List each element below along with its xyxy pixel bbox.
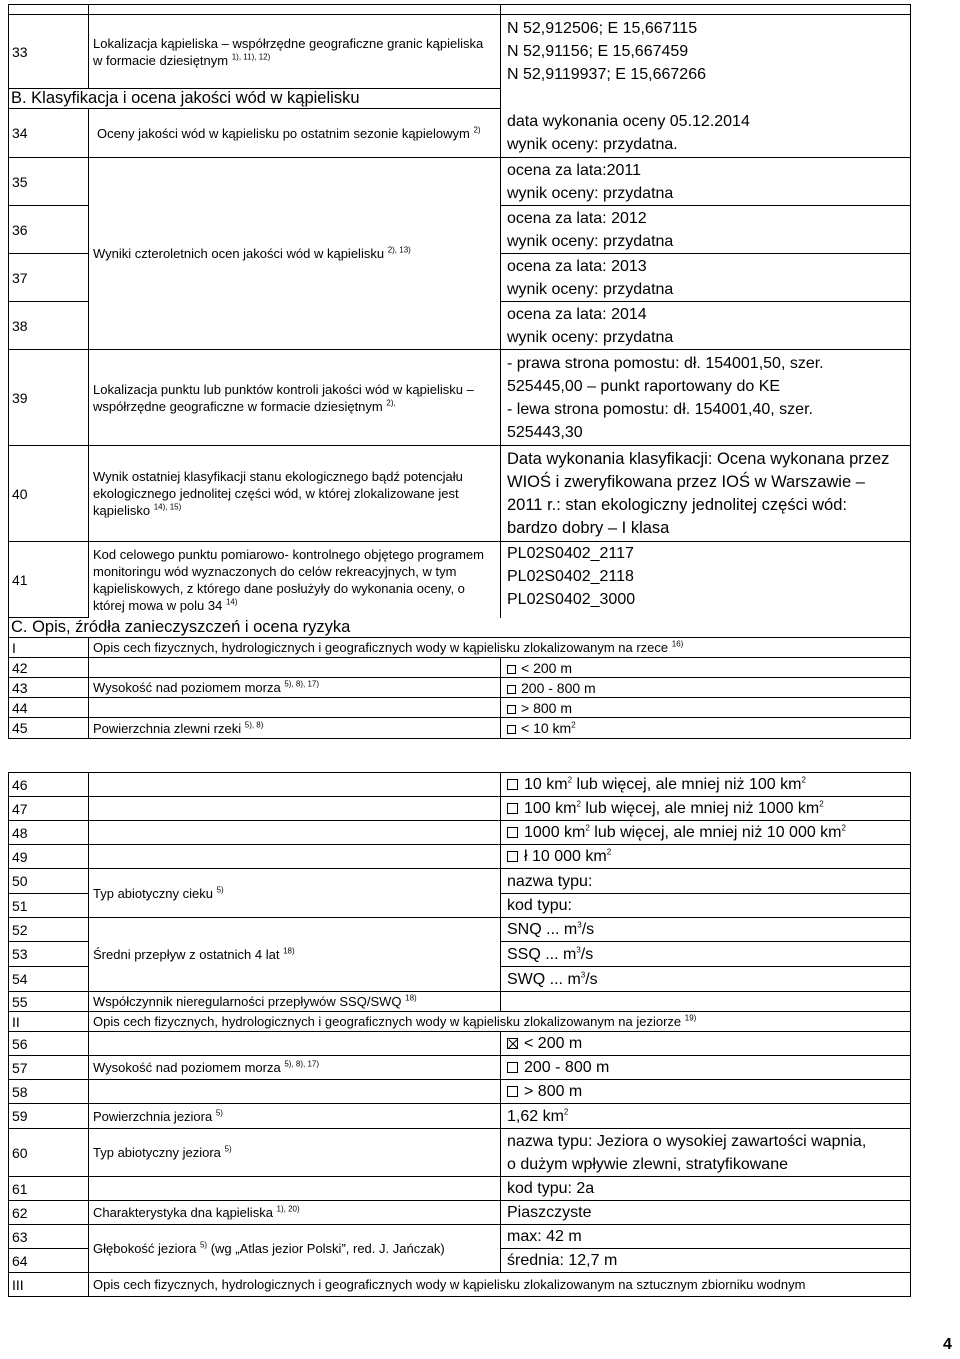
row-number: 36 <box>9 206 89 254</box>
table-row <box>9 773 911 797</box>
table-row <box>9 698 911 718</box>
assessment-value: ocena za lata: 2013 wynik oceny: przydatna <box>501 254 911 302</box>
row-number: 35 <box>9 158 89 206</box>
checkbox-icon[interactable] <box>507 779 518 790</box>
checkbox-icon[interactable] <box>507 1086 518 1097</box>
checkbox-icon[interactable] <box>507 851 518 862</box>
page-number: 4 <box>943 1336 952 1353</box>
table-row <box>9 1104 911 1129</box>
table-row <box>9 1273 911 1297</box>
assessment-value: ocena za lata: 2012 wynik oceny: przydatna <box>501 206 911 254</box>
table-row <box>9 1056 911 1080</box>
row-number: 63 <box>9 1225 89 1249</box>
table-row <box>9 658 911 678</box>
table-row <box>9 1032 911 1056</box>
row-label: Typ abiotyczny jeziora $^{5)}$ <box>89 1129 501 1177</box>
lake-area-value: 1,62 $km^2$ <box>501 1104 911 1129</box>
option-value: 200 - 800 m <box>501 1056 911 1080</box>
table-row <box>9 15 911 89</box>
option-value: 200 - 800 m <box>501 678 911 698</box>
table-row <box>9 1129 911 1177</box>
row-label: Powierzchnia zlewni rzeki $^{5), 8)}$ <box>89 718 501 739</box>
table-row <box>9 821 911 845</box>
row-number: 64 <box>9 1249 89 1273</box>
row-number: 55 <box>9 992 89 1012</box>
table-row <box>9 718 911 739</box>
row-number: 49 <box>9 845 89 869</box>
table-row <box>9 992 911 1012</box>
row-label: Lokalizacja punktu lub punktów kontroli jakości wód w kąpielisku – współrzędne geograficzne w formacie dziesiętnym $^{2),}$ <box>89 350 501 446</box>
row-label: Lokalizacja kąpieliska – współrzędne geograficzne granic kąpieliska w formacie dziesiętnym $^{1), 11), 12)}$ <box>89 15 501 89</box>
row-label: Opis cech fizycznych, hydrologicznych i geograficznych wody w kąpielisku zlokalizowanym na jeziorze $^{19)}$ <box>89 1012 911 1032</box>
flow-value[interactable]: SWQ ... $m^3/s$ <box>501 967 911 992</box>
monitoring-codes-value: PL02S0402_2117 PL02S0402_2118 PL02S0402_3000 <box>501 542 911 618</box>
row-label: Współczynnik nieregularności przepływów SSQ/SWQ $^{18)}$ <box>89 992 501 1012</box>
option-value: < 10 $km^2$ <box>501 718 911 739</box>
row-number: 48 <box>9 821 89 845</box>
option-value: 1000 $km^2$ lub więcej, ale mniej niż 10 000 $km^2$ <box>501 821 911 845</box>
row-number: 52 <box>9 918 89 942</box>
mean-depth-value: średnia: 12,7 m <box>501 1249 911 1273</box>
table-row <box>9 638 911 658</box>
table-section-c-continued <box>8 772 911 1297</box>
row-number: 45 <box>9 718 89 739</box>
row-number: 54 <box>9 967 89 992</box>
option-value: 10 $km^2$ lub więcej, ale mniej niż 100 $km^2$ <box>501 773 911 797</box>
checked-checkbox-icon[interactable] <box>507 1038 518 1049</box>
row-number: 42 <box>9 658 89 678</box>
row-number: 33 <box>9 15 89 89</box>
row-label: Opis cech fizycznych, hydrologicznych i geograficznych wody w kąpielisku zlokalizowanym na rzece $^{16)}$ <box>89 638 911 658</box>
row-label-multi: Głębokość jeziora $^{5)}$ (wg „Atlas jezior Polski”, red. J. Jańczak) <box>89 1225 501 1273</box>
type-code-field[interactable]: kod typu: <box>501 894 911 918</box>
table-row <box>9 918 911 942</box>
lake-type-code: kod typu: 2a <box>501 1177 911 1201</box>
row-label-multi: Średni przepływ z ostatnich 4 lat $^{18)}$ <box>89 918 501 992</box>
row-label: Charakterystyka dna kąpieliska $^{1), 20)}$ <box>89 1201 501 1225</box>
table-row <box>9 845 911 869</box>
row-label: Powierzchnia jeziora $^{5)}$ <box>89 1104 501 1129</box>
table-row <box>9 542 911 618</box>
checkbox-icon[interactable] <box>507 665 516 674</box>
table-row <box>9 1177 911 1201</box>
bottom-type-value: Piaszczyste <box>501 1201 911 1225</box>
table-section-a-b-c <box>8 4 911 739</box>
row-number: 50 <box>9 869 89 894</box>
row-label: Wysokość nad poziomem morza $^{5), 8), 17)}$ <box>89 1056 501 1080</box>
row-number: 61 <box>9 1177 89 1201</box>
checkbox-icon[interactable] <box>507 803 518 814</box>
coordinates-value: N 52,912506; E 15,667115 N 52,91156; E 15,667459 N 52,9119937; E 15,667266 <box>501 15 911 89</box>
row-number: 56 <box>9 1032 89 1056</box>
row-number: 40 <box>9 446 89 542</box>
flow-value[interactable]: SNQ ... $m^3/s$ <box>501 918 911 942</box>
table-row <box>9 446 911 542</box>
type-name-field[interactable]: nazwa typu: <box>501 869 911 894</box>
section-b-heading: B. Klasyfikacja i ocena jakości wód w kąpielisku <box>9 89 501 109</box>
row-label: Wynik ostatniej klasyfikacji stanu ekologicznego bądź potencjału ekologicznego jednolitej części wód, w której zlokalizowane jest kąpielisko $^{14), 15)}$ <box>89 446 501 542</box>
row-label: Oceny jakości wód w kąpielisku po ostatnim sezonie kąpielowym $^{2)}$ <box>89 109 501 158</box>
assessment-value: ocena za lata: 2014 wynik oceny: przydatna <box>501 302 911 350</box>
row-number: 60 <box>9 1129 89 1177</box>
table-row <box>9 797 911 821</box>
table-row <box>9 869 911 894</box>
row-number: 37 <box>9 254 89 302</box>
checkbox-icon[interactable] <box>507 1062 518 1073</box>
option-value: > 800 m <box>501 698 911 718</box>
row-number: 43 <box>9 678 89 698</box>
checkbox-icon[interactable] <box>507 705 516 714</box>
option-value: 100 $km^2$ lub więcej, ale mniej niż 1000 $km^2$ <box>501 797 911 821</box>
checkbox-icon[interactable] <box>507 827 518 838</box>
row-number: 44 <box>9 698 89 718</box>
row-number: II <box>9 1012 89 1032</box>
row-number: 53 <box>9 942 89 967</box>
row-label-multi: Typ abiotyczny cieku $^{5)}$ <box>89 869 501 918</box>
assessment-value: ocena za lata:2011 wynik oceny: przydatna <box>501 158 911 206</box>
row-label-multi: Wyniki czteroletnich ocen jakości wód w kąpielisku $^{2), 13)}$ <box>89 158 501 350</box>
row-number: 51 <box>9 894 89 918</box>
row-number: 46 <box>9 773 89 797</box>
checkbox-icon[interactable] <box>507 685 516 694</box>
row-number: 57 <box>9 1056 89 1080</box>
max-depth-value: max: 42 m <box>501 1225 911 1249</box>
row-number: 47 <box>9 797 89 821</box>
checkbox-icon[interactable] <box>507 725 516 734</box>
table-row <box>9 1225 911 1249</box>
row-label: Opis cech fizycznych, hydrologicznych i geograficznych wody w kąpielisku zlokalizowanym na sztucznym zbiorniku wodnym <box>89 1273 911 1297</box>
table-row <box>9 1012 911 1032</box>
option-value: < 200 m <box>501 658 911 678</box>
section-c-heading: C. Opis, źródła zanieczyszczeń i ocena ryzyka <box>9 618 911 638</box>
table-row <box>9 1080 911 1104</box>
table-row <box>9 109 911 158</box>
table-row <box>9 158 911 206</box>
option-value: > 800 m <box>501 1080 911 1104</box>
control-points-value: - prawa strona pomostu: dł. 154001,50, szer. 525445,00 – punkt raportowany do KE - lewa strona pomostu: dł. 154001,40, szer. 525443,30 <box>501 350 911 446</box>
table-row <box>9 678 911 698</box>
assessment-value: data wykonania oceny 05.12.2014 wynik oceny: przydatna. <box>501 109 911 158</box>
table-row <box>9 350 911 446</box>
table-row <box>9 1201 911 1225</box>
row-label: Wysokość nad poziomem morza $^{5), 8), 17)}$ <box>89 678 501 698</box>
row-label: Kod celowego punktu pomiarowo- kontrolnego objętego programem monitoringu wód wyznaczonych do celów rekreacyjnych, w tym kąpieliskowych, z którego dane posłużyły do wykonania oceny, o której mowa w polu 34 $^{14)}$ <box>89 542 501 618</box>
row-number: 59 <box>9 1104 89 1129</box>
lake-type-value: nazwa typu: Jeziora o wysokiej zawartości wapnia, o dużym wpływie zlewni, stratyfikowane <box>501 1129 911 1177</box>
row-number: I <box>9 638 89 658</box>
row-number: 58 <box>9 1080 89 1104</box>
row-number: 62 <box>9 1201 89 1225</box>
row-number: 38 <box>9 302 89 350</box>
row-number: 39 <box>9 350 89 446</box>
flow-value[interactable]: SSQ ... $m^3/s$ <box>501 942 911 967</box>
row-number: 41 <box>9 542 89 618</box>
classification-value: Data wykonania klasyfikacji: Ocena wykonana przez WIOŚ i zweryfikowana przez IOŚ w Warszawie – 2011 r.: stan ekologiczny jednolitej części wód: bardzo dobry – I klasa <box>501 446 911 542</box>
row-number: III <box>9 1273 89 1297</box>
option-value: < 200 m <box>501 1032 911 1056</box>
row-number: 34 <box>9 109 89 158</box>
option-value: ł 10 000 $km^2$ <box>501 845 911 869</box>
